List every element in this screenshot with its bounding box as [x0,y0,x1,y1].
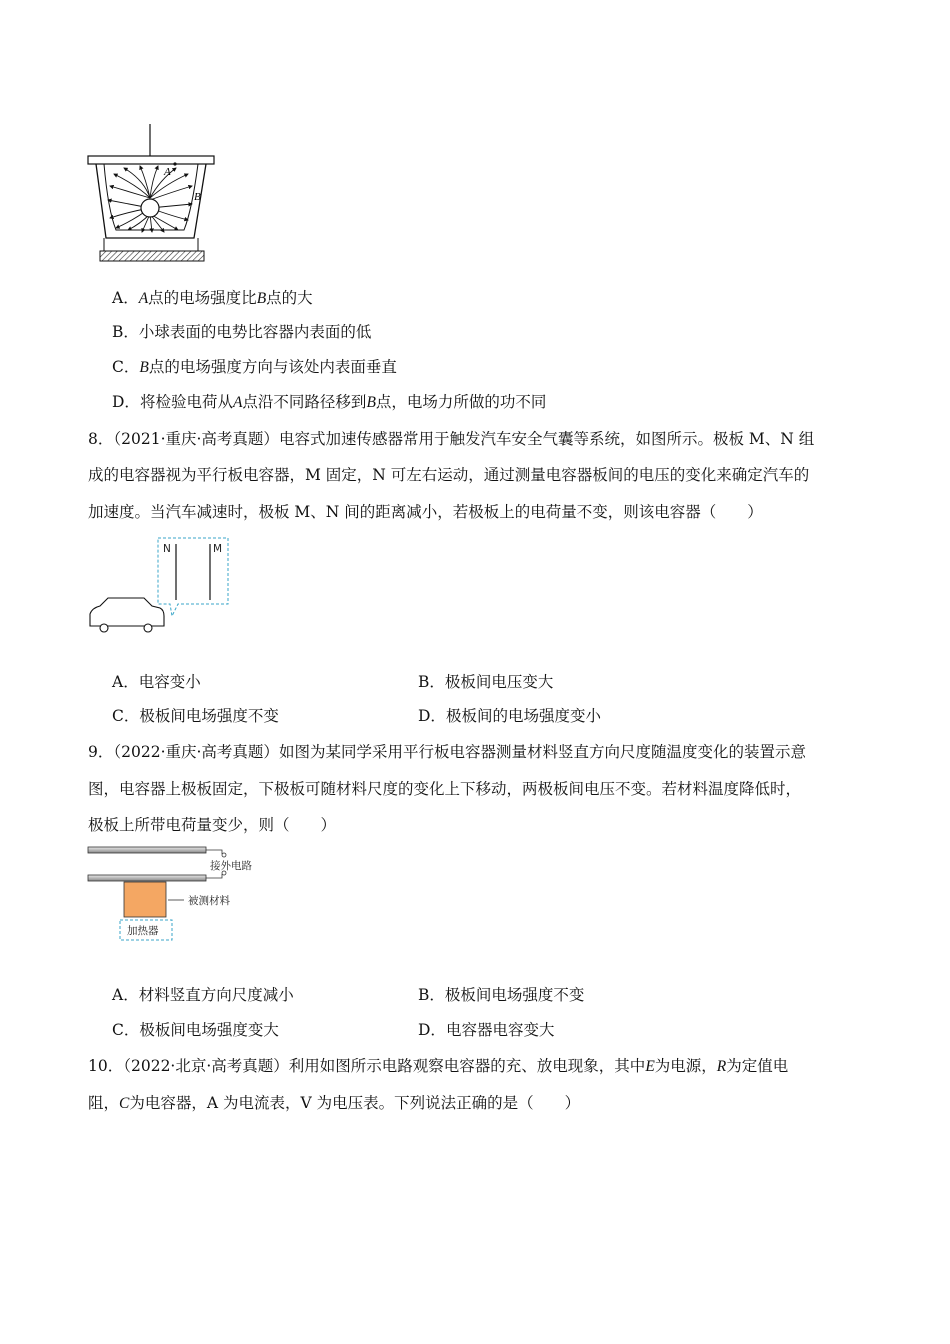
q8-option-a[interactable]: A．电容变小 [112,673,201,691]
q7-option-c[interactable]: C．B点的电场强度方向与该处内表面垂直 [112,358,397,376]
q10-stem-line-2: 阻，C为电容器，A 为电流表，V 为电压表。下列说法正确的是（ ） [88,1094,581,1112]
heater-label: 加热器 [127,925,159,937]
plate-m-label: M [213,543,223,555]
q8-stem-line-1: 8．（2021·重庆·高考真题）电容式加速传感器常用于触发汽车安全气囊等系统，如图所示。极板 M、N 组 [88,430,815,448]
q8-stem-line-2: 成的电容器视为平行板电容器，M 固定，N 可左右运动，通过测量电容器板间的电压的变化来确定汽车的 [88,466,810,484]
material-label: 被测材料 [188,895,230,907]
q8-option-c[interactable]: C．极板间电场强度不变 [112,707,279,725]
q7-option-b[interactable]: B．小球表面的电势比容器内表面的低 [112,323,372,341]
car-capacitor-figure [86,534,236,644]
capacitor-material-figure [86,842,276,952]
q9-stem-line-2: 图，电容器上极板固定，下极板可随材料尺度的变化上下移动，两极板间电压不变。若材料温度降低时， [88,780,802,798]
field-container-figure [84,120,224,265]
q9-option-c[interactable]: C．极板间电场强度变大 [112,1021,279,1039]
q7-option-d[interactable]: D．将检验电荷从A点沿不同路径移到B点，电场力所做的功不同 [112,393,547,411]
q8-option-d[interactable]: D．极板间的电场强度变小 [418,707,601,725]
q7-option-a[interactable]: A．A点的电场强度比B点的大 [112,289,313,307]
q9-stem-line-1: 9．（2022·重庆·高考真题）如图为某同学采用平行板电容器测量材料竖直方向尺度随温度变化的装置示意 [88,743,806,761]
q10-stem-line-1: 10．（2022·北京·高考真题）利用如图所示电路观察电容器的充、放电现象，其中E为电源，R为定值电 [88,1057,789,1075]
plate-n-label: N [163,543,171,555]
q9-option-b[interactable]: B．极板间电场强度不变 [418,986,585,1004]
q8-stem-line-3: 加速度。当汽车减速时，极板 M、N 间的距离减小，若极板上的电荷量不变，则该电容器（ ） [88,503,763,521]
q9-option-a[interactable]: A．材料竖直方向尺度减小 [112,986,294,1004]
label-b: B [194,191,201,203]
circuit-label: 接外电路 [210,860,252,872]
q8-option-b[interactable]: B．极板间电压变大 [418,673,554,691]
q9-option-d[interactable]: D．电容器电容变大 [418,1021,555,1039]
q9-stem-line-3: 极板上所带电荷量变少，则（ ） [88,816,337,834]
label-a: A [164,166,171,178]
